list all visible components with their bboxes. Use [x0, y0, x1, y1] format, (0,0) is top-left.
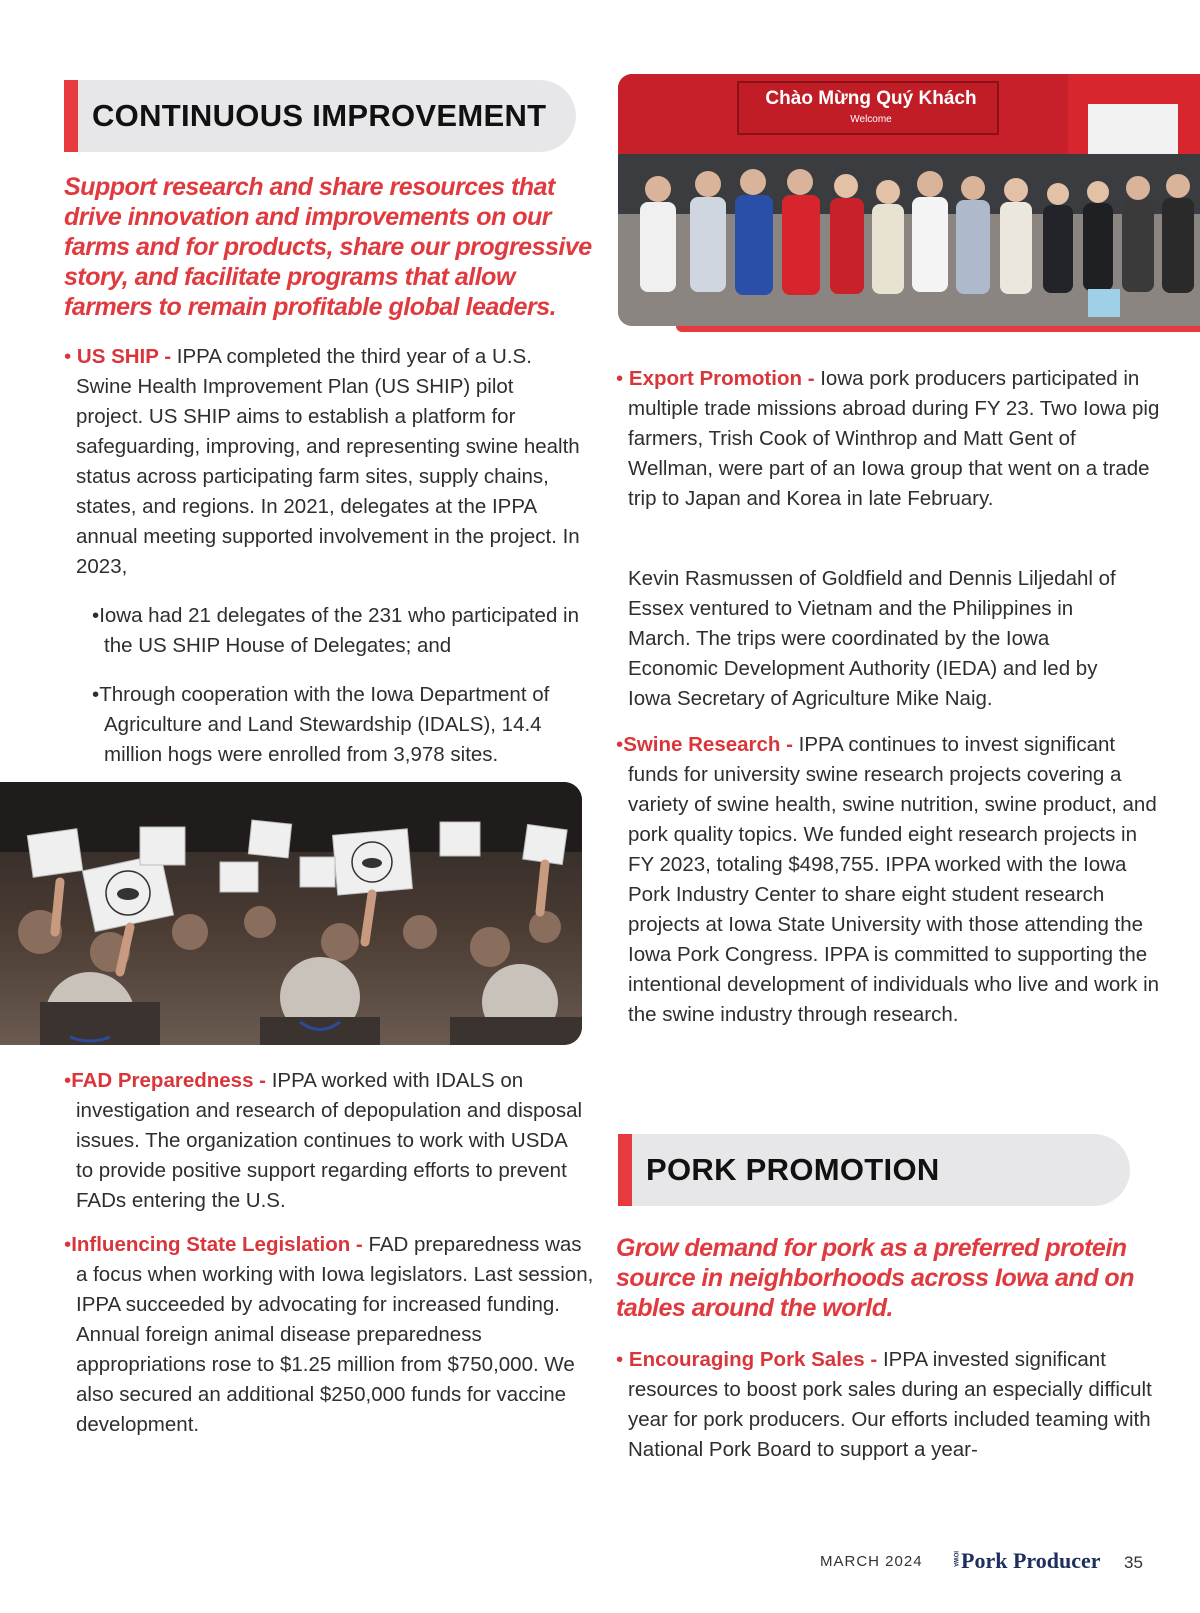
bullet-us-ship	[64, 342, 586, 582]
sub-bullet-idals	[92, 680, 584, 770]
sub-bullet-dot: •	[92, 683, 100, 706]
bullet-term: FAD Preparedness -	[71, 1069, 272, 1092]
bullet-encouraging-pork-sales	[616, 1345, 1162, 1465]
photo-sign-main: Chào Mừng Quý Khách	[765, 88, 977, 109]
bullet-term: Encouraging Pork Sales -	[628, 1348, 883, 1371]
bullet-state-legislation	[64, 1230, 596, 1440]
section-heading-continuous-improvement	[64, 80, 576, 152]
bullet-text: IPPA completed the third year of a U.S. Swine Health Improvement Plan (US SHIP) pilot project. US SHIP aims to establish a platform for safeguarding, improving, and representing swine health status across participating farm sites, supply chains, states, and regions. In 2021, delegates at the IPPA annual meeting supported involvement in the project. In 2023,	[76, 345, 580, 578]
bullet-text: IPPA invested significant resources to boost pork sales during an especially difficult year for pork producers. Our efforts included teaming with National Pork Board to support a year-	[628, 1348, 1152, 1461]
sub-bullet-delegates	[92, 601, 604, 661]
bullet-dot: •	[616, 367, 624, 390]
footer-date: MARCH 2024	[820, 1553, 923, 1570]
bullet-text: IPPA worked with IDALS on investigation and research of depopulation and disposal issues. The organization continues to work with USDA to provide positive support regarding efforts to prevent FADs entering the U.S.	[76, 1069, 583, 1212]
bullet-swine-research	[616, 730, 1162, 1030]
sub-bullet-text: Through cooperation with the Iowa Department of Agriculture and Land Stewardship (IDALS), 14.4 million hogs were enrolled from 3,978 sites.	[99, 683, 550, 766]
photo-trade-mission-group	[618, 74, 1200, 326]
bullet-text: FAD preparedness was a focus when working with Iowa legislators. Last session, IPPA succeeded by advocating for increased funding. Annual foreign animal disease preparedness appropriations rose to $1.25 million from $750,000. We also secured an additional $250,000 funds for vaccine development.	[76, 1233, 594, 1436]
bullet-text: IPPA continues to invest significant funds for university swine research projects covering a variety of swine health, swine nutrition, swine product, and pork quality topics. We funded eight research projects in FY 2023, totaling $498,755. IPPA worked with the Iowa Pork Industry Center to share eight student research projects at Iowa State University with those attending the Iowa Pork Congress. IPPA is committed to supporting the intentional development of individuals who live and work in the swine industry through research.	[628, 733, 1160, 1026]
section-heading-pork-promotion	[618, 1134, 1130, 1206]
bullet-text: Iowa pork producers participated in multiple trade missions abroad during FY 23. Two Iowa pig farmers, Trish Cook of Winthrop and Matt Gent of Wellman, were part of an Iowa group that went on a trade trip to Japan and Korea in late February.	[628, 367, 1160, 510]
sub-bullet-text: Iowa had 21 delegates of the 231 who participated in the US SHIP House of Delegates; and	[99, 604, 580, 657]
bullet-dot: •	[64, 1069, 72, 1092]
bullet-dot: •	[616, 733, 624, 756]
bullet-term: Influencing State Legislation -	[71, 1233, 369, 1256]
bullet-term: Swine Research -	[623, 733, 799, 756]
bullet-term: US SHIP -	[76, 345, 177, 368]
bullet-dot: •	[616, 1348, 624, 1371]
section-title: PORK PROMOTION	[646, 1152, 940, 1187]
section-title: CONTINUOUS IMPROVEMENT	[92, 98, 547, 133]
heading-accent-bar	[64, 80, 78, 152]
section-lead: Grow demand for pork as a preferred protein source in neighborhoods across Iowa and on tables around the world.	[616, 1234, 1134, 1322]
photo-delegates-voting	[0, 782, 582, 1045]
logo-text: Pork Producer	[961, 1548, 1101, 1573]
bullet-dot: •	[64, 345, 72, 368]
photo-sign-sub: Welcome	[850, 114, 892, 125]
logo-small-text: IOWA	[952, 1551, 958, 1567]
delegates-photo-illustration	[0, 782, 582, 1045]
heading-accent-bar	[618, 1134, 632, 1206]
page-number: 35	[1124, 1553, 1143, 1572]
bullet-export-promotion	[616, 364, 1162, 514]
export-promotion-continued: Kevin Rasmussen of Goldfield and Dennis Liljedahl of Essex ventured to Vietnam and the Philippines in March. The trips were coordinated by the Iowa Economic Development Authority (IEDA) and led by Iowa Secretary of Agriculture Mike Naig.	[628, 567, 1116, 710]
bullet-fad-preparedness	[64, 1066, 586, 1216]
bullet-term: Export Promotion -	[628, 367, 821, 390]
trade-mission-photo-illustration	[618, 74, 1200, 326]
sub-bullet-dot: •	[92, 604, 100, 627]
section-lead: Support research and share resources that drive innovation and improvements on our farms and for products, share our progressive story, and facilitate programs that allow farmers to remain profitable global leaders.	[64, 173, 592, 321]
bullet-dot: •	[64, 1233, 72, 1256]
